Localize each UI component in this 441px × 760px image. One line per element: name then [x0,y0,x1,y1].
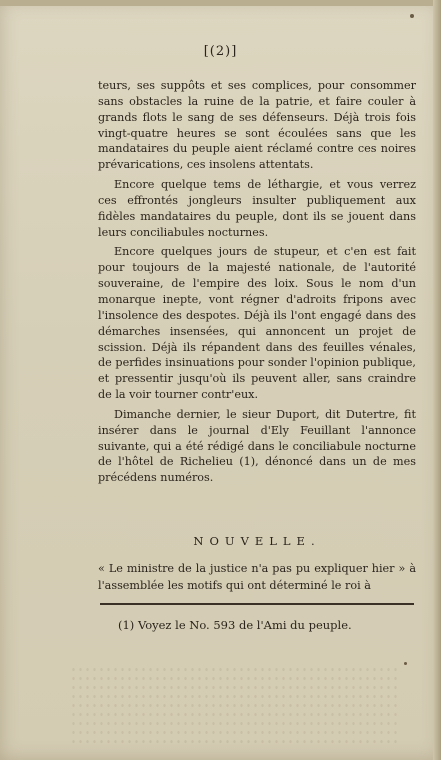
page-right-edge [433,0,441,760]
paragraph: Encore quelque tems de léthargie, et vous verrez ces effrontés jongleurs insulter publiquement aux fidèles mandataires du peuple, dont ils se jouent dans leurs conciliabules nocturnes. [98,178,416,239]
footnote: (1) Voyez le No. 593 de l'Ami du peuple. [118,618,352,632]
paragraph: Dimanche dernier, le sieur Duport, dit Dutertre, fit insérer dans le journal d'Ely Feuillant l'annonce suivante, qui a été rédigé dans le conciliabule nocturne de l'hôtel de Richelieu (1), dénoncé dans un de mes précédens numéros. [98,407,416,485]
page-number: [(2)] [203,44,238,59]
paragraph: Encore quelques jours de stupeur, et c'en est fait pour toujours de la majesté nationale, de l'autorité souveraine, de l'empire des loix. Sous le nom d'un monarque inepte, vont régner d'adroits fripons avec l'insolence des despotes. Déjà ils l'ont engagé dans des démarches insensées, qui annoncent un projet de scission. Déjà ils répandent dans des feuilles vénales, de perfides insinuations pour sonder l'opinion publique, et pressentir jusqu'où ils peuvent aller, sans craindre de la voir tourner contr'eux. [98,245,416,402]
section-heading: NOUVELLE. [193,534,321,548]
footnote-divider [100,603,414,605]
ink-show-through [70,665,400,745]
quoted-announcement: « Le ministre de la justice n'a pas pu expliquer hier » à l'assemblée les motifs qui ont déterminé le roi à [98,562,416,592]
page-top-edge [0,0,441,6]
paper-speck [404,662,407,665]
paper-speck [410,14,414,18]
paragraph-continued: teurs, ses suppôts et ses complices, pour consommer sans obstacles la ruine de la patrie, et faire couler à grands flots le sang de ses défenseurs. Déjà trois fois vingt-quatre heures se sont écoulées sans que les mandataires du peuple aient réclamé contre ces noires prévarications, ces insolens attentats. [98,79,416,172]
main-text [98,78,416,486]
